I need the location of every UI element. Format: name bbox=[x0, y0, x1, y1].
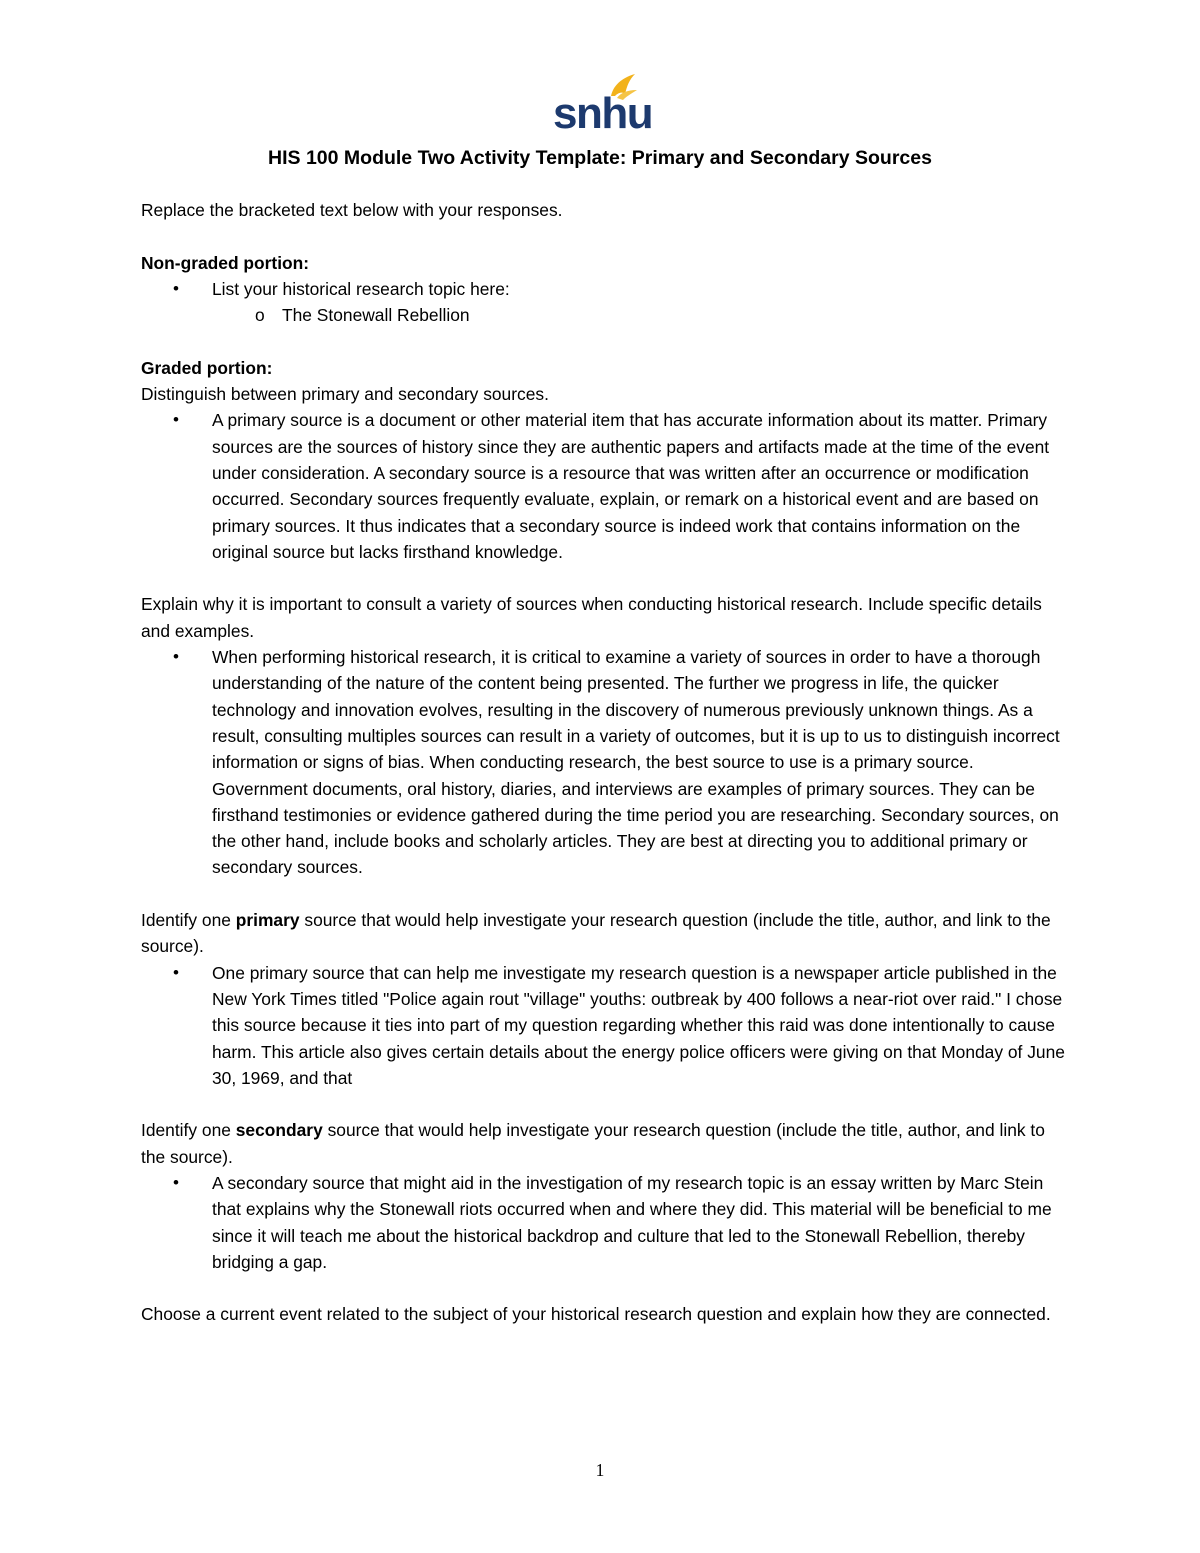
question-3-rest: source that would help investigate your research question (include the title, author, and link to the source). bbox=[141, 910, 1051, 957]
document-title: HIS 100 Module Two Activity Template: Primary and Secondary Sources bbox=[268, 147, 932, 169]
answer-1: A primary source is a document or other material item that has accurate information about its matter. Primary sources are the sources of history since they are authentic papers and artifacts made at the time of the event under consideration. A secondary source is a resource that was written after an occurrence or modification occurred. Secondary sources frequently evaluate, explain, or remark on a historical event and are based on primary sources. It thus indicates that a secondary source is indeed work that contains information on the original source but lacks firsthand knowledge. bbox=[212, 410, 1050, 562]
page-number: 1 bbox=[595, 1460, 605, 1480]
question-5: Choose a current event related to the subject of your historical research question and explain how they are connected. bbox=[141, 1304, 1051, 1325]
research-topic: The Stonewall Rebellion bbox=[282, 305, 470, 326]
instructions: Replace the bracketed text below with your responses. bbox=[141, 200, 563, 220]
question-3-emphasis: primary bbox=[235, 910, 300, 931]
logo-text: snhu bbox=[553, 89, 653, 138]
list-item bbox=[141, 960, 1066, 1091]
answer-2-list bbox=[141, 644, 1066, 881]
answer-3: One primary source that can help me investigate my research question is a newspaper article published in the New York Times titled "Police again rout "village" youths: outbreak by 400 follows a near-riot over raid." I chose this source because it ties into part of my question regarding whether this raid was done intentionally to cause harm. This article also gives certain details about the energy police officers were giving on that Monday of June 30, 1969, and that bbox=[212, 962, 1065, 1088]
question-4-lead: Identify one bbox=[141, 1120, 236, 1141]
question-3-lead: Identify one bbox=[141, 910, 236, 931]
list-item bbox=[141, 1170, 1066, 1275]
question-1: Distinguish between primary and secondary sources. bbox=[141, 384, 549, 405]
sub-list-item bbox=[141, 302, 1066, 328]
snhu-logo bbox=[553, 70, 653, 138]
topic-sublist bbox=[212, 302, 1066, 328]
graded-heading: Graded portion: bbox=[141, 357, 273, 378]
non-graded-list bbox=[141, 276, 1066, 329]
bullet-icon: • bbox=[173, 962, 179, 982]
answer-1-list bbox=[141, 407, 1066, 565]
answer-4-list bbox=[141, 1170, 1066, 1275]
list-item bbox=[141, 644, 1066, 881]
non-graded-heading: Non-graded portion: bbox=[141, 252, 310, 273]
question-2: Explain why it is important to consult a variety of sources when conducting historical research. Include specific details and examples. bbox=[141, 594, 1042, 641]
circle-bullet-icon: o bbox=[255, 305, 265, 326]
answer-2: When performing historical research, it is critical to examine a variety of sources in order to have a thorough understanding of the nature of the content being presented. The further we progress in life, the quicker technology and innovation evolves, resulting in the discovery of numerous previously unknown things. As a result, consulting multiples sources can result in a variety of outcomes, but it is up to us to distinguish incorrect information or signs of bias. When conducting research, the best source to use is a primary source. Government documents, oral history, diaries, and interviews are examples of primary sources. They can be firsthand testimonies or evidence gathered during the time period you are researching. Secondary sources, on the other hand, include books and scholarly articles. They are best at directing you to additional primary or secondary sources. bbox=[212, 647, 1060, 878]
bullet-icon: • bbox=[173, 1172, 179, 1192]
question-4-emphasis: secondary bbox=[235, 1120, 323, 1141]
question-4-rest: source that would help investigate your research question (include the title, author, and link to the source). bbox=[141, 1120, 1045, 1167]
question-4 bbox=[141, 1117, 1066, 1170]
list-item bbox=[141, 276, 1066, 329]
bullet-icon: • bbox=[173, 278, 179, 298]
answer-4: A secondary source that might aid in the investigation of my research topic is an essay written by Marc Stein that explains why the Stonewall riots occurred when and where they did. This material will be beneficial to me since it will teach me about the historical backdrop and culture that led to the Stonewall Rebellion, thereby bridging a gap. bbox=[212, 1172, 1052, 1272]
topic-prompt: List your historical research topic here: bbox=[212, 278, 510, 299]
bullet-icon: • bbox=[173, 410, 179, 430]
list-item bbox=[141, 407, 1066, 565]
document-body bbox=[141, 197, 1066, 1328]
bullet-icon: • bbox=[173, 647, 179, 667]
answer-3-list bbox=[141, 960, 1066, 1091]
question-3 bbox=[141, 907, 1066, 960]
